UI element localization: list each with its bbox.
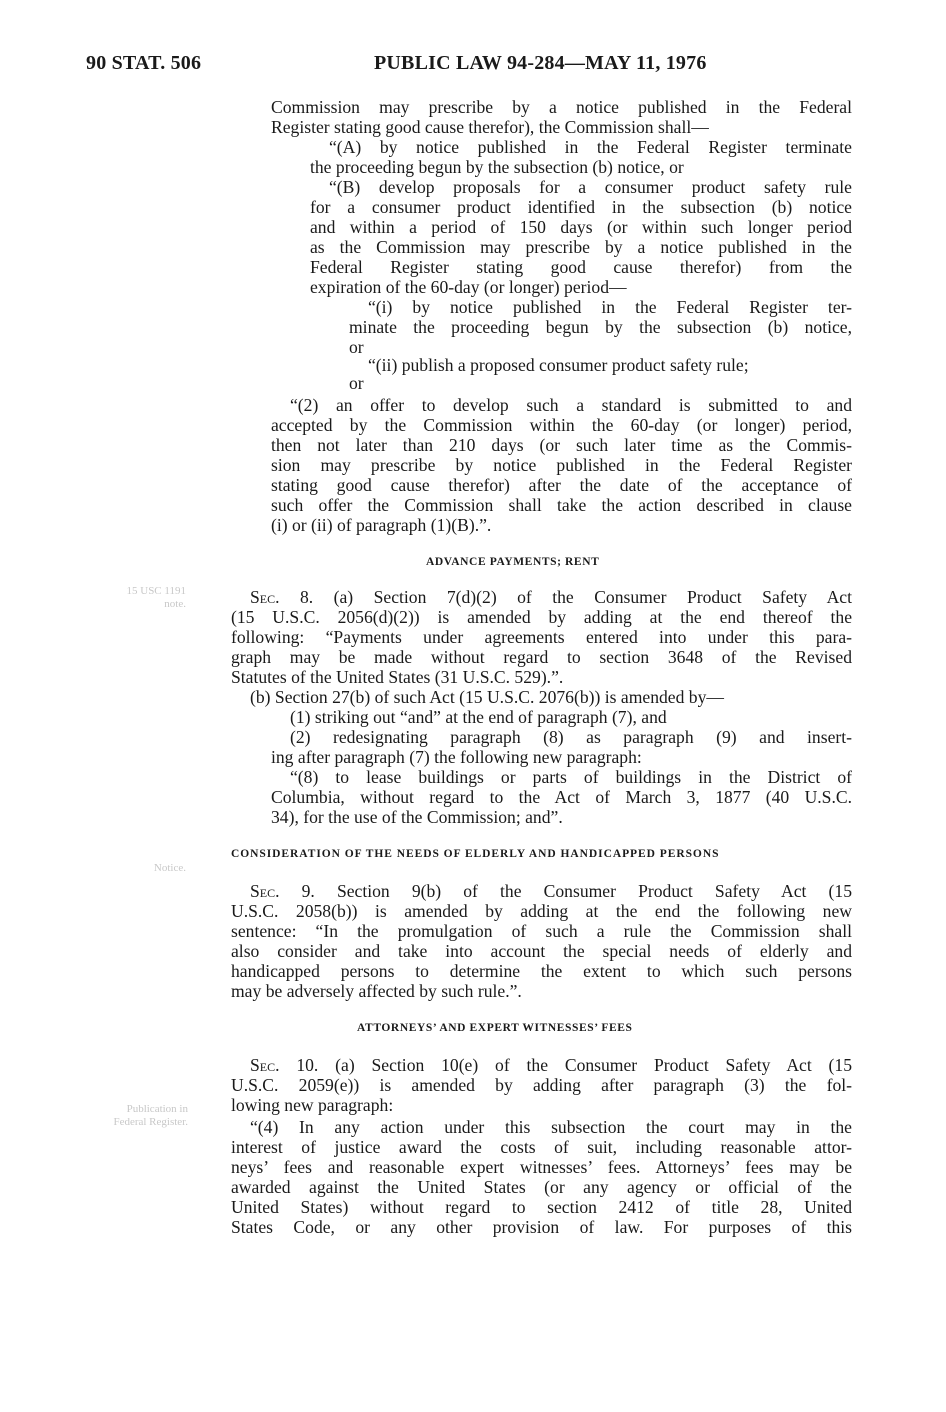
text-line: or (349, 373, 364, 393)
text-line: and within a period of 150 days (or within such longer period (310, 217, 852, 237)
text-line: U.S.C. 2059(e)) is amended by adding after paragraph (3) the fol- (231, 1075, 852, 1095)
page-header (86, 52, 866, 82)
text-span: (a) Section 7(d)(2) of the Consumer Product Safety Act (333, 587, 852, 607)
section-8-label: Sec. 8. (250, 587, 314, 607)
text-line: lowing new paragraph: (231, 1095, 394, 1115)
margin-note-publication-text: Publication in (126, 1103, 188, 1115)
margin-note-publication (84, 1103, 188, 1129)
statute-page-number: 90 STAT. 506 (86, 52, 202, 74)
text-line: 34), for the use of the Commission; and”. (271, 807, 563, 827)
text-line: Federal Register stating good cause therefor) from the (310, 257, 852, 277)
text-line: interest of justice award the costs of suit, including reasonable attor- (231, 1137, 852, 1157)
section-heading-advance-payments: ADVANCE PAYMENTS; RENT (426, 556, 600, 568)
text-line: Register stating good cause therefor), the Commission shall— (271, 117, 709, 137)
margin-note-notice: Notice. (153, 862, 186, 874)
text-line: ing after paragraph (7) the following new paragraph: (271, 747, 642, 767)
margin-note-usc-note: note. (164, 598, 186, 610)
text-line: “(A) by notice published in the Federal Register terminate (329, 137, 852, 157)
text-line: then not later than 210 days (or such later time as the Commis- (271, 435, 852, 455)
margin-note-usc (96, 585, 186, 611)
text-line: graph may be made without regard to section 3648 of the Revised (231, 647, 852, 667)
text-span: (a) Section 10(e) of the Consumer Product Safety Act (15 (335, 1055, 852, 1075)
text-span: Section 9(b) of the Consumer Product Safety Act (15 (336, 881, 852, 901)
text-line: United States) without regard to section 2412 of title 28, United (231, 1197, 852, 1217)
text-line: as the Commission may prescribe by a notice published in the (310, 237, 852, 257)
text-line: minate the proceeding begun by the subsection (b) notice, (349, 317, 852, 337)
section-10-first-line (250, 1055, 852, 1075)
text-line: Commission may prescribe by a notice published in the Federal (271, 97, 852, 117)
text-line: “(i) by notice published in the Federal Register ter- (368, 297, 852, 317)
text-line: awarded against the United States (or any agency or official of the (231, 1177, 852, 1197)
text-line: “(8) to lease buildings or parts of buildings in the District of (290, 767, 852, 787)
text-line: expiration of the 60-day (or longer) period— (310, 277, 627, 297)
section-heading-attorneys-fees: ATTORNEYS’ AND EXPERT WITNESSES’ FEES (357, 1022, 633, 1034)
text-line: such offer the Commission shall take the action described in clause (271, 495, 852, 515)
text-line: (b) Section 27(b) of such Act (15 U.S.C. 2076(b)) is amended by— (250, 687, 724, 707)
public-law-title: PUBLIC LAW 94-284—MAY 11, 1976 (374, 52, 707, 74)
text-line: or (349, 337, 364, 357)
text-line: may be adversely affected by such rule.”. (231, 981, 522, 1001)
text-line: Statutes of the United States (31 U.S.C. 529).”. (231, 667, 564, 687)
section-9-label: Sec. 9. (250, 881, 315, 901)
section-9-first-line (250, 881, 852, 901)
margin-note-usc-text: 15 USC 1191 (126, 585, 186, 597)
text-line: also consider and take into account the special needs of elderly and (231, 941, 852, 961)
text-line: (2) redesignating paragraph (8) as paragraph (9) and insert- (290, 727, 852, 747)
text-line: (i) or (ii) of paragraph (1)(B).”. (271, 515, 492, 535)
margin-note-publication-register: Federal Register. (113, 1116, 188, 1128)
text-line: for a consumer product identified in the subsection (b) notice (310, 197, 852, 217)
text-line: “(B) develop proposals for a consumer product safety rule (329, 177, 852, 197)
text-line: sion may prescribe by notice published in the Federal Register (271, 455, 852, 475)
section-10-label: Sec. 10. (250, 1055, 319, 1075)
text-line: following: “Payments under agreements entered into under this para- (231, 627, 852, 647)
text-line: neys’ fees and reasonable expert witnesses’ fees. Attorneys’ fees may be (231, 1157, 852, 1177)
text-line: “(2) an offer to develop such a standard is submitted to and (290, 395, 852, 415)
text-line: States Code, or any other provision of law. For purposes of this (231, 1217, 852, 1237)
section-heading-elderly-handicapped: CONSIDERATION OF THE NEEDS OF ELDERLY AND HANDICAPPED PERSONS (231, 848, 720, 860)
text-line: (15 U.S.C. 2056(d)(2)) is amended by adding at the end thereof the (231, 607, 852, 627)
text-line: U.S.C. 2058(b)) is amended by adding at the end the following new (231, 901, 852, 921)
text-line: Columbia, without regard to the Act of March 3, 1877 (40 U.S.C. (271, 787, 852, 807)
text-line: accepted by the Commission within the 60-day (or longer) period, (271, 415, 852, 435)
text-line: the proceeding begun by the subsection (b) notice, or (310, 157, 684, 177)
text-line: stating good cause therefor) after the date of the acceptance of (271, 475, 852, 495)
text-line: “(ii) publish a proposed consumer product safety rule; (368, 355, 749, 375)
section-8-first-line (250, 587, 852, 607)
text-line: “(4) In any action under this subsection the court may in the (250, 1117, 852, 1137)
text-line: handicapped persons to determine the extent to which such persons (231, 961, 852, 981)
text-line: (1) striking out “and” at the end of paragraph (7), and (290, 707, 667, 727)
text-line: sentence: “In the promulgation of such a rule the Commission shall (231, 921, 852, 941)
